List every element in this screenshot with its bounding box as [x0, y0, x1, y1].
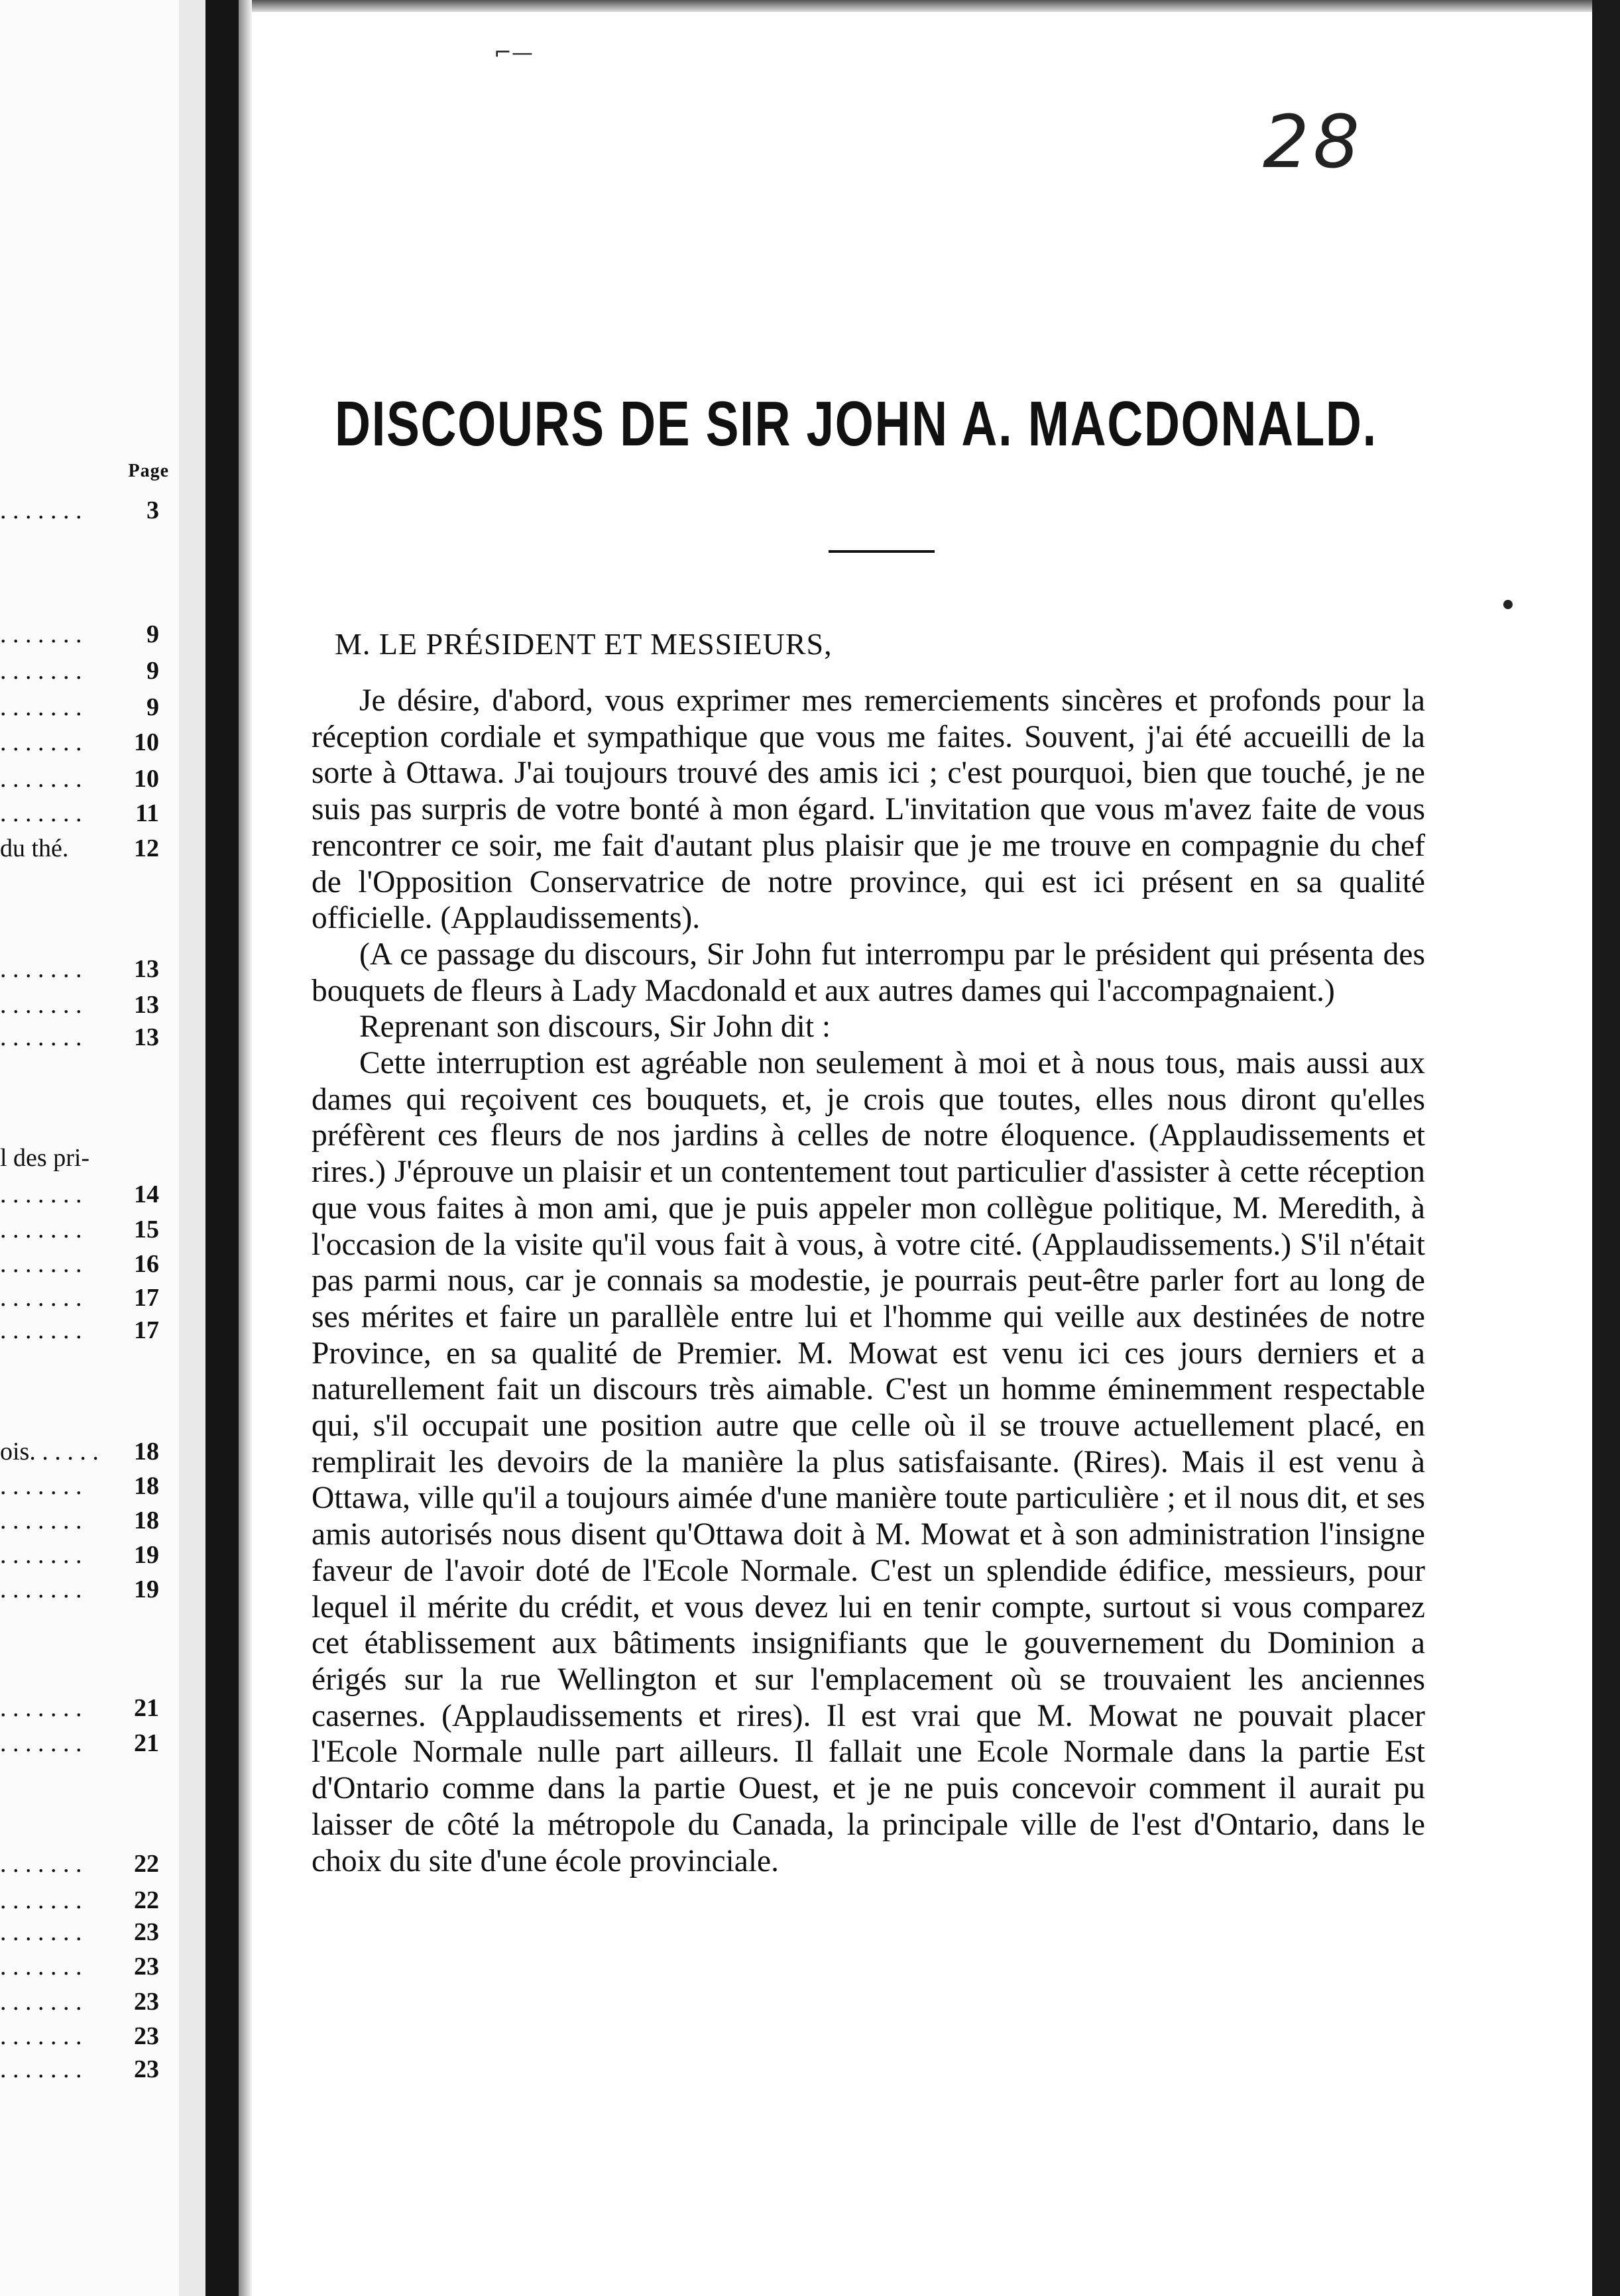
- toc-leader: . . . . . . .: [0, 1023, 82, 1051]
- toc-leader: . . . . . . .: [0, 955, 82, 983]
- toc-row: [0, 1143, 159, 1173]
- toc-page-label: Page: [128, 461, 169, 481]
- toc-page-number: 22: [134, 1850, 159, 1878]
- toc-page-number: 23: [134, 2055, 159, 2083]
- toc-row: [0, 834, 159, 863]
- book-spine-shadow: [205, 0, 239, 2296]
- title-divider: [829, 550, 935, 553]
- toc-row: [0, 1952, 159, 1981]
- toc-row: [0, 1471, 159, 1501]
- toc-page-number: 22: [134, 1886, 159, 1914]
- toc-row: [0, 990, 159, 1019]
- toc-page-number: 12: [134, 834, 159, 862]
- toc-page-number: 21: [134, 1729, 159, 1757]
- toc-page-number: 9: [146, 657, 159, 685]
- toc-leader: . . . . . . .: [0, 1250, 82, 1278]
- toc-row: [0, 1316, 159, 1345]
- toc-page-number: 18: [134, 1438, 159, 1465]
- toc-page-number: 19: [134, 1576, 159, 1603]
- toc-row: [0, 2022, 159, 2051]
- paragraph: Je désire, d'abord, vous exprimer mes remerciements sincères et profonds pour la réception cordiale et sympathique que vous me faites. Souvent, j'ai été accueilli de la sorte à Ottawa. J'ai toujours trouvé des amis ici ; c'est pourquoi, bien que touché, je ne suis pas surpris de votre bonté à mon égard. L'invitation que vous m'avez faite de vous rencontrer ce soir, me fait d'autant plus plaisir que je me trouve en compagnie du chef de l'Opposition Conservatrice de notre province, qui est ici présent en sa qualité officielle. (Applaudissements).: [312, 683, 1425, 936]
- toc-page-number: 13: [134, 955, 159, 983]
- toc-leader: . . . . . . .: [0, 1541, 82, 1569]
- toc-page-number: 18: [134, 1507, 159, 1534]
- pencil-mark: ⌐—: [494, 40, 533, 65]
- toc-leader: . . . . . . .: [0, 2022, 82, 2050]
- toc-row: [0, 1215, 159, 1244]
- toc-leader: . . . . . . .: [0, 496, 82, 524]
- toc-leader: . . . . . . .: [0, 1953, 82, 1980]
- right-edge-border: [1592, 0, 1620, 2296]
- toc-leader: . . . . . . .: [0, 728, 82, 756]
- toc-page-number: 23: [134, 1953, 159, 1980]
- toc-row: [0, 1918, 159, 1947]
- toc-page-number: 13: [134, 991, 159, 1019]
- toc-row: [0, 1023, 159, 1052]
- toc-page-number: 18: [134, 1472, 159, 1500]
- toc-leader: . . . . . . .: [0, 1694, 82, 1722]
- toc-leader: . . . . . . .: [0, 799, 82, 827]
- toc-leader: du thé.: [0, 834, 69, 862]
- toc-leader: . . . . . . .: [0, 1918, 82, 1946]
- toc-leader: . . . . . . .: [0, 991, 82, 1019]
- toc-row: [0, 2055, 159, 2084]
- ink-speck: [1503, 600, 1513, 609]
- toc-page-number: 23: [134, 1918, 159, 1946]
- toc-leader: . . . . . . .: [0, 693, 82, 721]
- paragraph: Cette interruption est agréable non seulement à moi et à nous tous, mais aussi aux dames qui reçoivent ces bouquets, et, je crois que toutes, elles nous diront qu'elles préfèrent ces fleurs de nos jardins à celles de notre éloquence. (Applaudissements et rires.) J'éprouve un plaisir et un contentement tout particulier d'assister à cette réception que vous faites à mon ami, que je puis appeler mon collègue politique, M. Meredith, à l'occasion de la visite qu'il vous fait à vous, à votre cité. (Applaudissements.) S'il n'était pas parmi nous, car je connais sa modestie, je pourrais peut-être parler fort au long de ses mérites et faire un parallèle entre lui et l'homme qui veille aux destinées de notre Province, en sa qualité de Premier. M. Mowat est venu ici ces jours derniers et a naturellement fait un discours très aimable. C'est un homme éminemment respectable qui, s'il occupait une position autre que celle où il se trouve actuellement placé, en remplirait les devoirs de la manière la plus satisfaisante. (Rires). Mais il est venu à Ottawa, ville qu'il a toujours aimée d'une manière toute particulière ; et il nous dit, et ses amis autorisés nous disent qu'Ottawa doit à M. Mowat et à son administration l'insigne faveur de l'avoir doté de l'Ecole Normale. C'est un splendide édifice, messieurs, pour lequel il mérite du crédit, et vous devez lui en tenir compte, surtout si vous comparez cet établissement aux bâtiments insignifiants que le gouvernement du Dominion a érigés sur la rue Wellington et sur l'emplacement où se trouvaient les anciennes casernes. (Applaudissements et rires). Il est vrai que M. Mowat ne pouvait placer l'Ecole Normale nulle part ailleurs. Il fallait une Ecole Normale dans la partie Est d'Ontario comme dans la partie Ouest, et je ne puis concevoir comment il aurait pu laisser de côté la métropole du Canada, la principale ville de l'est d'Ontario, dans le choix du site d'une école provinciale.: [312, 1046, 1425, 1878]
- toc-page-number: 16: [134, 1250, 159, 1278]
- toc-page-number: 11: [135, 799, 159, 827]
- toc-page-number: 10: [134, 765, 159, 793]
- toc-row: [0, 620, 159, 649]
- handwritten-page-number: 28: [1263, 99, 1363, 184]
- toc-row: [0, 1437, 159, 1466]
- paragraph: Reprenant son discours, Sir John dit :: [359, 1009, 831, 1045]
- salutation: M. LE PRÉSIDENT ET MESSIEURS,: [335, 627, 833, 661]
- toc-page-number: 17: [134, 1316, 159, 1344]
- toc-page-number: 17: [134, 1284, 159, 1312]
- toc-row: [0, 693, 159, 722]
- toc-leader: . . . . . . .: [0, 1988, 82, 2016]
- toc-page-number: 9: [146, 620, 159, 648]
- toc-leader: . . . . . . .: [0, 1472, 82, 1500]
- top-edge-shadow: [252, 0, 1592, 12]
- toc-leader: . . . . . . .: [0, 1180, 82, 1208]
- toc-page-number: 23: [134, 2022, 159, 2050]
- toc-row: [0, 1540, 159, 1570]
- toc-row: [0, 728, 159, 757]
- toc-page-number: 21: [134, 1694, 159, 1722]
- toc-page-number: 3: [146, 496, 159, 524]
- gutter: [179, 0, 205, 2296]
- toc-leader: . . . . . . .: [0, 1576, 82, 1603]
- toc-leader: . . . . . . .: [0, 765, 82, 793]
- toc-row: [0, 1283, 159, 1312]
- toc-row: [0, 954, 159, 984]
- toc-page-number: 15: [134, 1216, 159, 1243]
- toc-leader: l des pri-: [0, 1144, 90, 1172]
- toc-page-number: 10: [134, 728, 159, 756]
- toc-row: [0, 1849, 159, 1878]
- toc-row: [0, 1693, 159, 1723]
- toc-leader: . . . . . . .: [0, 1284, 82, 1312]
- toc-row: [0, 1506, 159, 1535]
- document-title: DISCOURS DE SIR JOHN A. MACDONALD.: [335, 388, 1377, 459]
- paragraph: (A ce passage du discours, Sir John fut interrompu par le président qui présenta des bouquets de fleurs à Lady Macdonald et aux autres dames qui l'accompagnaient.): [312, 937, 1425, 1008]
- toc-leader: . . . . . . .: [0, 657, 82, 685]
- toc-row: [0, 1729, 159, 1758]
- toc-page-number: 19: [134, 1541, 159, 1569]
- toc-leader: . . . . . . .: [0, 1886, 82, 1914]
- toc-leader: ois. . . . . .: [0, 1438, 99, 1465]
- toc-leader: . . . . . . .: [0, 1729, 82, 1757]
- toc-row: [0, 799, 159, 828]
- toc-row: [0, 764, 159, 793]
- toc-page-number: 13: [134, 1023, 159, 1051]
- toc-row: [0, 1249, 159, 1279]
- toc-page-number: 14: [134, 1180, 159, 1208]
- toc-page-number: 9: [146, 693, 159, 721]
- toc-row: [0, 1886, 159, 1915]
- gutter-shade: [239, 0, 252, 2296]
- toc-row: [0, 1575, 159, 1604]
- toc-row: [0, 1987, 159, 2016]
- toc-leader: . . . . . . .: [0, 1507, 82, 1534]
- toc-row: [0, 496, 159, 525]
- toc-leader: . . . . . . .: [0, 2055, 82, 2083]
- speech-body: [312, 683, 1425, 2128]
- toc-leader: . . . . . . .: [0, 620, 82, 648]
- toc-row: [0, 1180, 159, 1209]
- toc-row: [0, 656, 159, 685]
- toc-leader: . . . . . . .: [0, 1216, 82, 1243]
- toc-leader: . . . . . . .: [0, 1850, 82, 1878]
- toc-page-number: 23: [134, 1988, 159, 2016]
- left-page-fragment: [0, 0, 179, 2296]
- toc-leader: . . . . . . .: [0, 1316, 82, 1344]
